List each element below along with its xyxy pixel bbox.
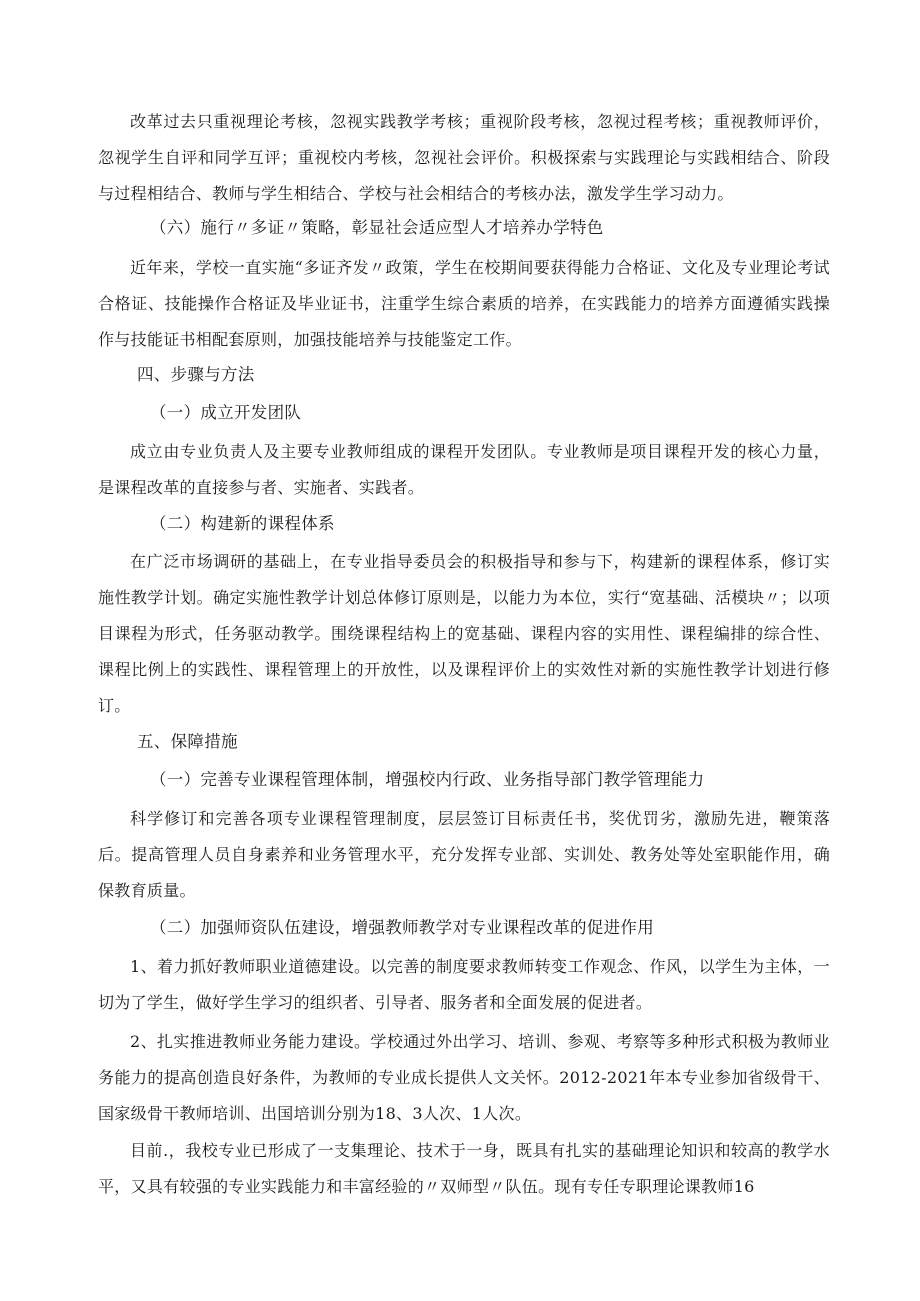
paragraph-certificate-policy: 近年来，学校一直实施“多证齐发〃政策，学生在校期间要获得能力合格证、文化及专业理论考试合格证、技能操作合格证及毕业证书，注重学生综合素质的培养，在实践能力的培养方面遵循实践操作与技能证书相配套原则，加强技能培养与技能鉴定工作。 [98,258,830,349]
subheading-development-team: （一）成立开发团队 [150,403,302,422]
subheading-multi-certificate: （六）施行〃多证〃策略，彰显社会适应型人才培养办学特色 [150,218,604,237]
heading-safeguard-measures: 五、保障措施 [137,732,238,751]
subheading-teacher-team: （二）加强师资队伍建设，增强教师教学对专业课程改革的促进作用 [150,918,654,937]
paragraph-dual-teacher-team: 目前.，我校专业已形成了一支集理论、技术于一身，既具有扎实的基础理论知识和较高的教学水平，又具有较强的专业实践能力和丰富经验的〃双师型〃队伍。现有专任专职理论课教师16 [98,1141,830,1196]
paragraph-management-system: 科学修订和完善各项专业课程管理制度，层层签订目标责任书，奖优罚劣，激励先进，鞭策落后。提高管理人员自身素养和业务管理水平，充分发挥专业部、实训处、教务处等处室职能作用，确保教育质量。 [98,809,830,900]
subheading-curriculum-system: （二）构建新的课程体系 [150,514,335,533]
heading-steps-methods: 四、步骤与方法 [137,365,255,384]
paragraph-assessment-reform: 改革过去只重视理论考核，忽视实践教学考核；重视阶段考核，忽视过程考核；重视教师评价，忽视学生自评和同学互评；重视校内考核，忽视社会评价。积极探索与实践理论与实践相结合、阶段与过程相结合、教师与学生相结合、学校与社会相结合的考核办法，激发学生学习动力。 [98,112,830,203]
subheading-management-system: （一）完善专业课程管理体制，增强校内行政、业务指导部门教学管理能力 [150,770,705,789]
paragraph-teacher-ability: 2、扎实推进教师业务能力建设。学校通过外出学习、培训、参观、考察等多种形式积极为教师业务能力的提高创造良好条件，为教师的专业成长提供人文关怀。2012-2021年本专业参加省级骨干、国家级骨干教师培训、出国培训分别为18、3人次、1人次。 [98,1032,830,1123]
paragraph-teacher-ethics: 1、着力抓好教师职业道德建设。以完善的制度要求教师转变工作观念、作风，以学生为主体，一切为了学生，做好学生学习的组织者、引导者、服务者和全面发展的促进者。 [98,957,830,1012]
paragraph-curriculum-system: 在广泛市场调研的基础上，在专业指导委员会的积极指导和参与下，构建新的课程体系，修订实施性教学计划。确定实施性教学计划总体修订原则是，以能力为本位，实行“宽基础、活模块〃；以项目课程为形式，任务驱动教学。围绕课程结构上的宽基础、课程内容的实用性、课程编排的综合性、课程比例上的实践性、课程管理上的开放性，以及课程评价上的实效性对新的实施性教学计划进行修订。 [98,552,830,715]
paragraph-development-team: 成立由专业负责人及主要专业教师组成的课程开发团队。专业教师是项目课程开发的核心力量，是课程改革的直接参与者、实施者、实践者。 [98,442,830,497]
